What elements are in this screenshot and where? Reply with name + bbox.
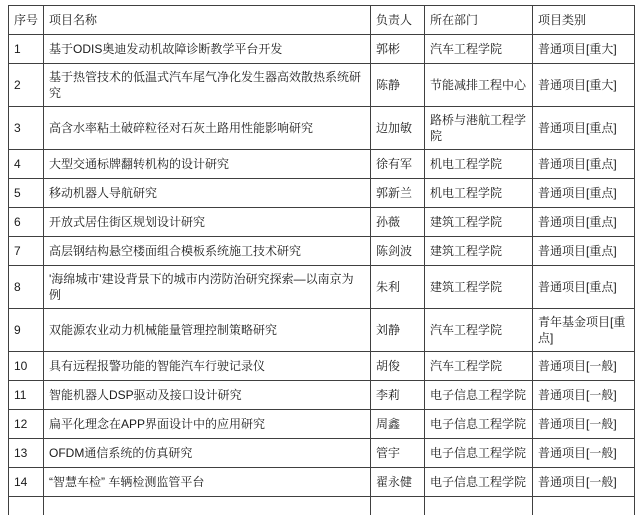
cell-empty [371, 497, 425, 515]
cell-project-name: 基于ODIS奥迪发动机故障诊断教学平台开发 [44, 35, 371, 64]
cell-department: 电子信息工程学院 [425, 439, 533, 468]
cell-project-name: OFDM通信系统的仿真研究 [44, 439, 371, 468]
cell-project-name: 高层钢结构悬空楼面组合模板系统施工技术研究 [44, 237, 371, 266]
col-header-category: 项目类别 [533, 6, 635, 35]
cell-leader: 陈静 [371, 64, 425, 107]
table-row [9, 179, 635, 208]
table-row [9, 64, 635, 107]
cell-department: 电子信息工程学院 [425, 381, 533, 410]
cell-category: 普通项目[重点] [533, 237, 635, 266]
table-row [9, 208, 635, 237]
col-header-project-name: 项目名称 [44, 6, 371, 35]
cell-category: 普通项目[重大] [533, 35, 635, 64]
cell-leader: 朱利 [371, 266, 425, 309]
cell-project-name: 高含水率粘土破碎粒径对石灰土路用性能影响研究 [44, 107, 371, 150]
cell-department: 电子信息工程学院 [425, 410, 533, 439]
table-row [9, 309, 635, 352]
cell-department: 机电工程学院 [425, 179, 533, 208]
cell-index: 2 [9, 64, 44, 107]
cell-empty [533, 497, 635, 515]
cell-project-name: '海绵城市'建设背景下的城市内涝防治研究探索—以南京为例 [44, 266, 371, 309]
cell-index: 14 [9, 468, 44, 497]
cell-empty [44, 497, 371, 515]
cell-category: 普通项目[一般] [533, 468, 635, 497]
cell-department: 电子信息工程学院 [425, 468, 533, 497]
cell-category: 普通项目[重点] [533, 150, 635, 179]
cell-department: 汽车工程学院 [425, 309, 533, 352]
cell-index: 10 [9, 352, 44, 381]
cell-empty [9, 497, 44, 515]
projects-table-body [9, 35, 635, 515]
col-header-leader: 负责人 [371, 6, 425, 35]
projects-table [8, 5, 635, 515]
cell-index: 12 [9, 410, 44, 439]
table-row [9, 150, 635, 179]
cell-leader: 胡俊 [371, 352, 425, 381]
cell-index: 7 [9, 237, 44, 266]
header-row [9, 6, 635, 35]
cell-project-name: 基于热管技术的低温式汽车尾气净化发生器高效散热系统研究 [44, 64, 371, 107]
cell-leader: 刘静 [371, 309, 425, 352]
table-row [9, 381, 635, 410]
cell-index: 4 [9, 150, 44, 179]
table-row [9, 35, 635, 64]
cell-category: 普通项目[一般] [533, 410, 635, 439]
cell-category: 普通项目[一般] [533, 352, 635, 381]
cell-index: 13 [9, 439, 44, 468]
cell-category: 普通项目[重点] [533, 266, 635, 309]
table-row [9, 237, 635, 266]
cell-index: 11 [9, 381, 44, 410]
cell-index: 3 [9, 107, 44, 150]
cell-leader: 周鑫 [371, 410, 425, 439]
cell-category: 青年基金项目[重点] [533, 309, 635, 352]
cell-project-name: 智能机器人DSP驱动及接口设计研究 [44, 381, 371, 410]
table-row [9, 352, 635, 381]
cell-category: 普通项目[一般] [533, 439, 635, 468]
cell-category: 普通项目[重点] [533, 208, 635, 237]
cell-category: 普通项目[一般] [533, 381, 635, 410]
cell-project-name: 具有远程报警功能的智能汽车行驶记录仪 [44, 352, 371, 381]
col-header-index: 序号 [9, 6, 44, 35]
cell-leader: 陈剑波 [371, 237, 425, 266]
cell-index: 6 [9, 208, 44, 237]
table-row [9, 439, 635, 468]
cell-category: 普通项目[重点] [533, 179, 635, 208]
cell-leader: 管宇 [371, 439, 425, 468]
cell-department: 建筑工程学院 [425, 237, 533, 266]
cell-department: 建筑工程学院 [425, 208, 533, 237]
cell-empty [425, 497, 533, 515]
table-row [9, 410, 635, 439]
cell-category: 普通项目[重点] [533, 107, 635, 150]
cell-project-name: 大型交通标牌翻转机构的设计研究 [44, 150, 371, 179]
cell-project-name: 移动机器人导航研究 [44, 179, 371, 208]
cell-project-name: 扁平化理念在APP界面设计中的应用研究 [44, 410, 371, 439]
cell-project-name: 开放式居住街区规划设计研究 [44, 208, 371, 237]
cell-leader: 徐有军 [371, 150, 425, 179]
cell-department: 汽车工程学院 [425, 35, 533, 64]
table-row-partial [9, 497, 635, 515]
cell-department: 建筑工程学院 [425, 266, 533, 309]
cell-index: 5 [9, 179, 44, 208]
cell-leader: 李莉 [371, 381, 425, 410]
cell-index: 1 [9, 35, 44, 64]
cell-leader: 郭彬 [371, 35, 425, 64]
cell-leader: 边加敏 [371, 107, 425, 150]
table-row [9, 468, 635, 497]
cell-department: 路桥与港航工程学院 [425, 107, 533, 150]
cell-leader: 郭新兰 [371, 179, 425, 208]
table-row [9, 266, 635, 309]
cell-project-name: “智慧车检” 车辆检测监管平台 [44, 468, 371, 497]
cell-leader: 翟永健 [371, 468, 425, 497]
col-header-department: 所在部门 [425, 6, 533, 35]
cell-category: 普通项目[重大] [533, 64, 635, 107]
cell-department: 节能减排工程中心 [425, 64, 533, 107]
cell-department: 机电工程学院 [425, 150, 533, 179]
cell-department: 汽车工程学院 [425, 352, 533, 381]
cell-leader: 孙薇 [371, 208, 425, 237]
table-row [9, 107, 635, 150]
cell-index: 9 [9, 309, 44, 352]
cell-index: 8 [9, 266, 44, 309]
cell-project-name: 双能源农业动力机械能量管理控制策略研究 [44, 309, 371, 352]
